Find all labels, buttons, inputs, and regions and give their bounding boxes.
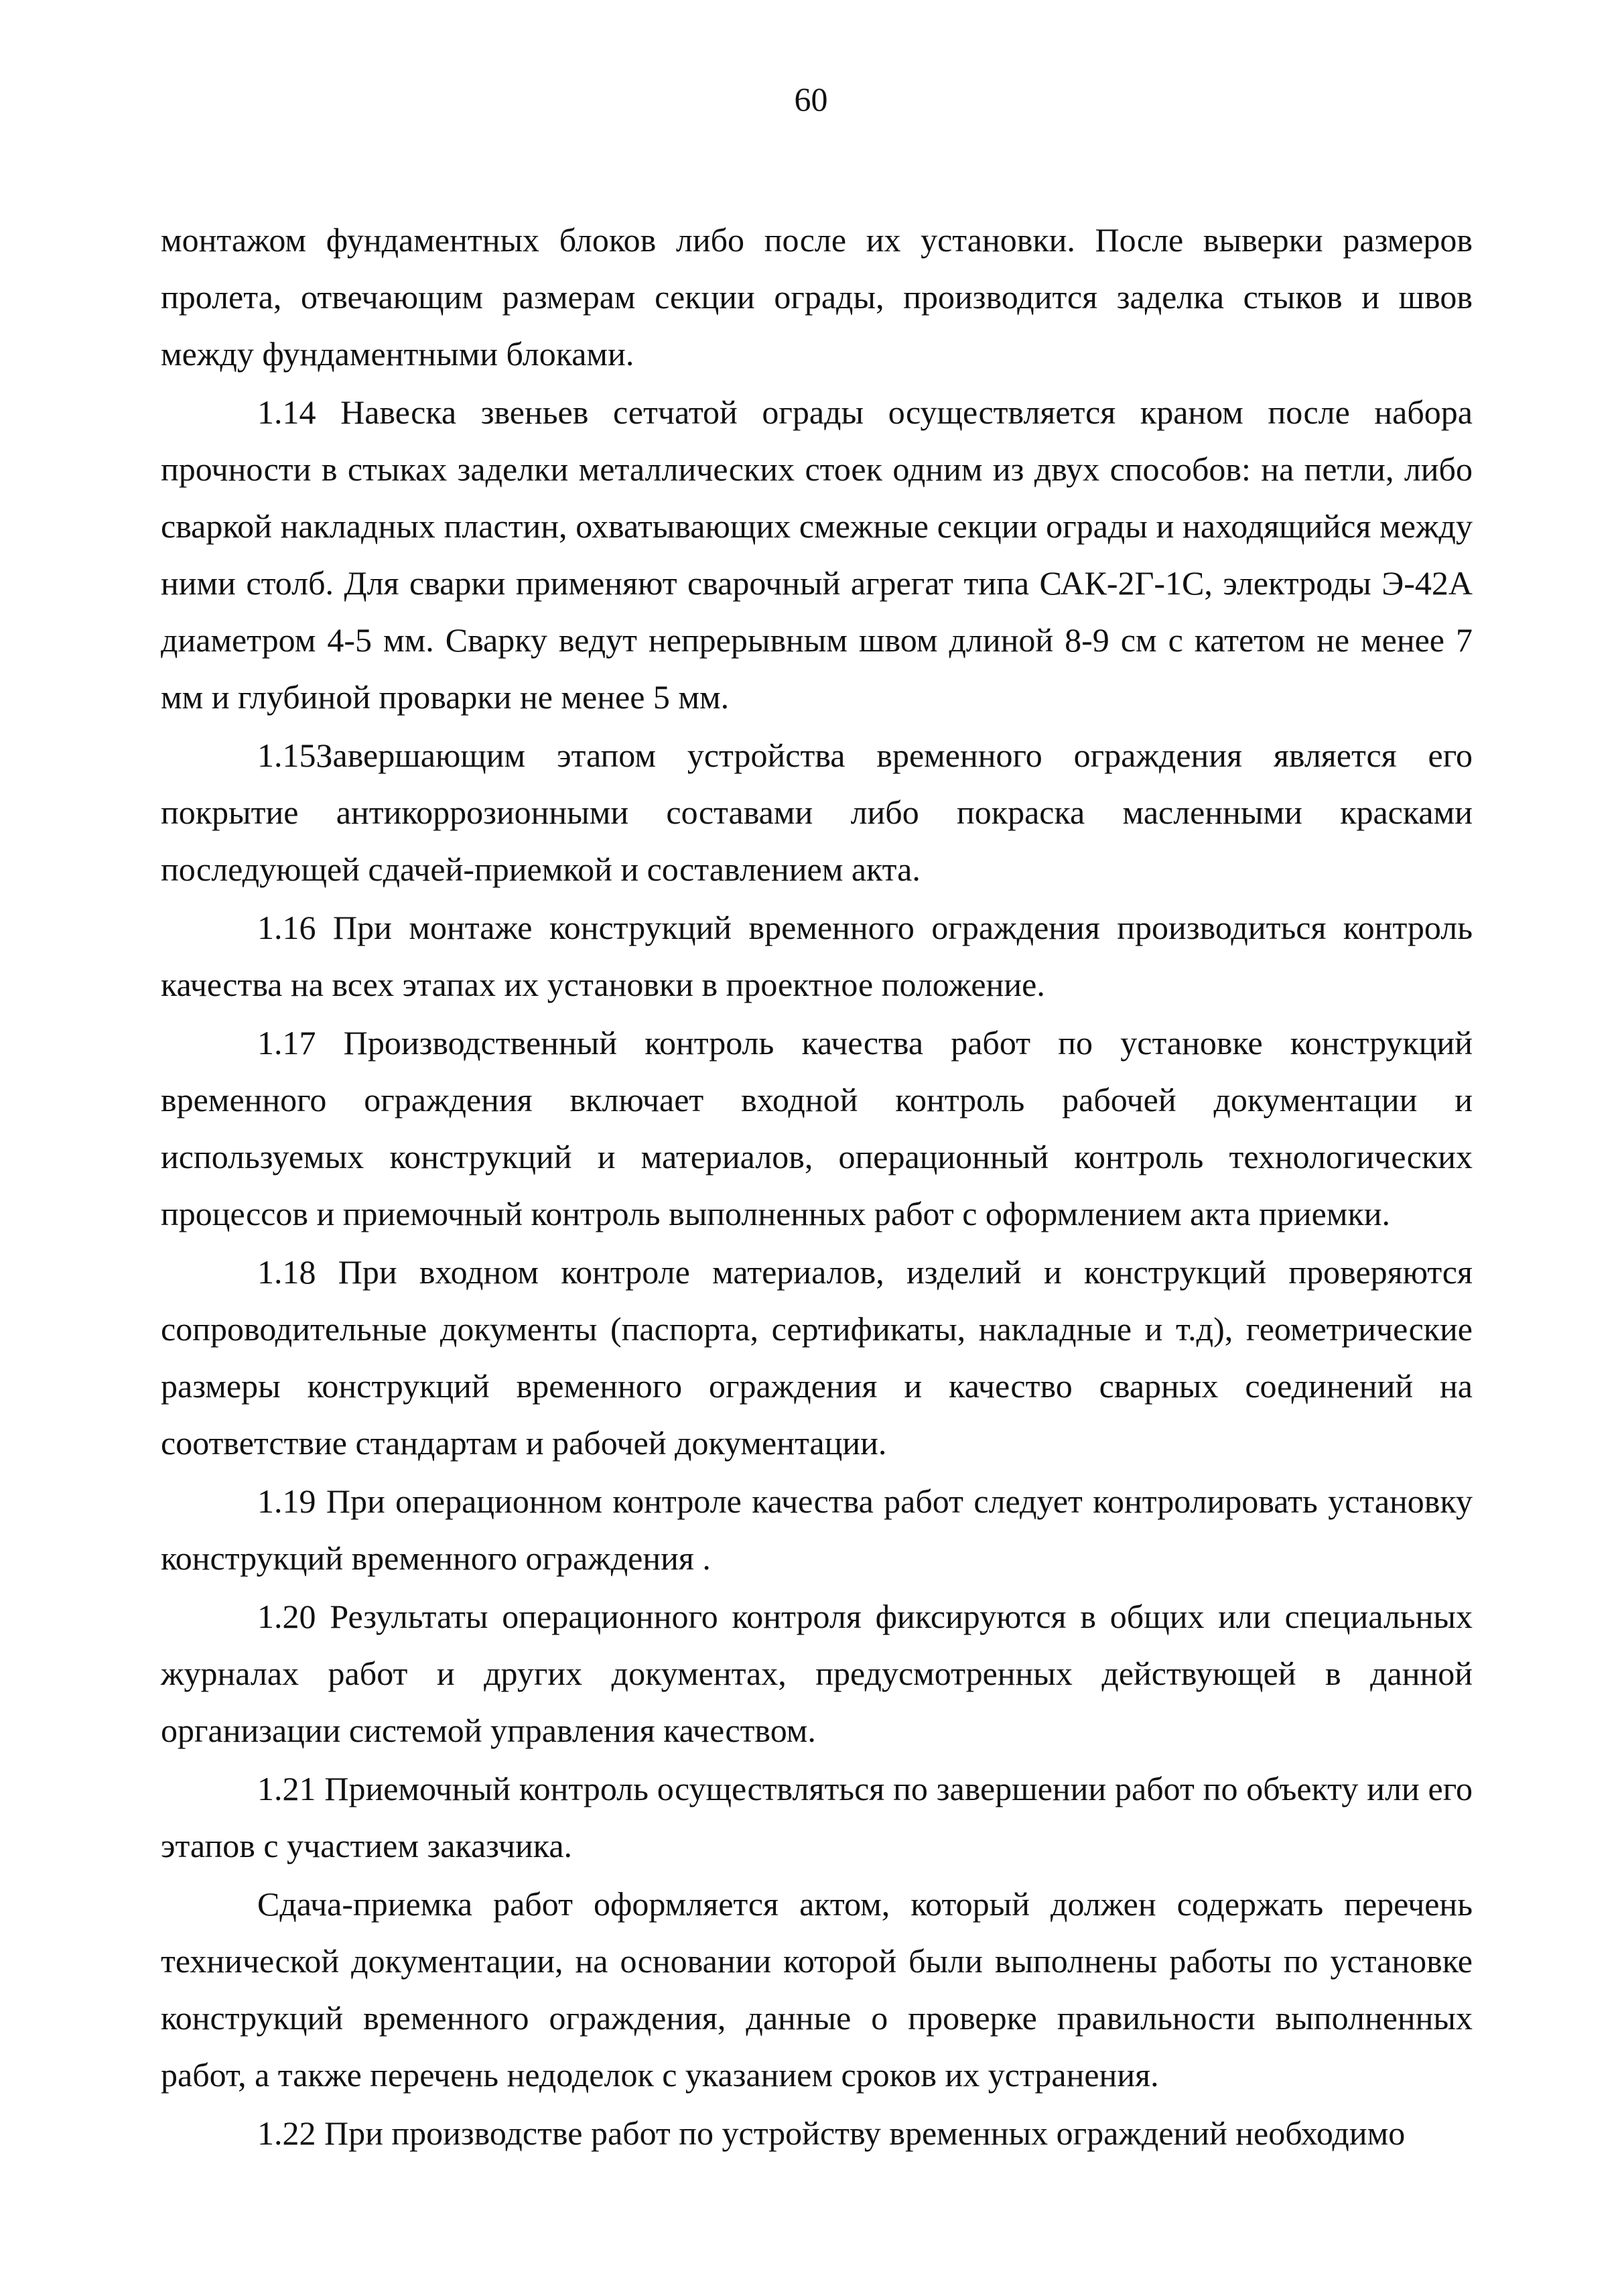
paragraph-1-19: 1.19 При операционном контроле качества работ следует контролировать установку конструкций временного ограждения .: [161, 1482, 1473, 1577]
paragraph-1-17: 1.17 Производственный контроль качества работ по установке конструкций временного ограждения включает входной контроль рабочей документации и используемых конструкций и материалов, операционный контроль технологических процессов и приемочный контроль выполненных работ с оформлением акта приемки.: [161, 1024, 1473, 1232]
paragraph-1-21: 1.21 Приемочный контроль осуществляться по завершении работ по объекту или его этапов с участием заказчика.: [161, 1770, 1473, 1864]
paragraph-1-18: 1.18 При входном контроле материалов, изделий и конструкций проверяются сопроводительные документы (паспорта, сертификаты, накладные и т.д), геометрические размеры конструкций временного ограждения и качество сварных соединений на соответствие стандартам и рабочей документации.: [161, 1253, 1473, 1462]
paragraph-1-20: 1.20 Результаты операционного контроля фиксируются в общих или специальных журналах работ и других документах, предусмотренных действующей в данной организации системой управления качеством.: [161, 1598, 1473, 1749]
paragraph-1-14: 1.14 Навеска звеньев сетчатой ограды осуществляется краном после набора прочности в стыках заделки металлических стоек одним из двух способов: на петли, либо сваркой накладных пластин, охватывающих смежные секции ограды и находящийся между ними столб. Для сварки применяют сварочный агрегат типа САК-2Г-1С, электроды Э-42А диаметром 4-5 мм. Сварку ведут непрерывным швом длиной 8-9 см с катетом не менее 7 мм и глубиной проварки не менее 5 мм.: [161, 393, 1473, 716]
paragraph-1-22: 1.22 При производстве работ по устройству временных ограждений необходимо: [257, 2114, 1406, 2152]
paragraph-1-15: 1.15Завершающим этапом устройства временного ограждения является его покрытие антикоррозионными составами либо покраска масленными красками последующей сдачей-приемкой и составлением акта.: [161, 737, 1473, 888]
paragraph-acceptance: Сдача-приемка работ оформляется актом, который должен содержать перечень технической документации, на основании которой были выполнены работы по установке конструкций временного ограждения, данные о проверке правильности выполненных работ, а также перечень недоделок с указанием сроков их устранения.: [161, 1885, 1473, 2094]
page-number: 60: [794, 80, 828, 118]
document-body: [161, 212, 1473, 2162]
paragraph-continuation: монтажом фундаментных блоков либо после их установки. После выверки размеров пролета, отвечающим размерам секции ограды, производится заделка стыков и швов между фундаментными блоками.: [161, 221, 1473, 373]
paragraph-1-16: 1.16 При монтаже конструкций временного ограждения производиться контроль качества на всех этапах их установки в проектное положение.: [161, 909, 1473, 1003]
